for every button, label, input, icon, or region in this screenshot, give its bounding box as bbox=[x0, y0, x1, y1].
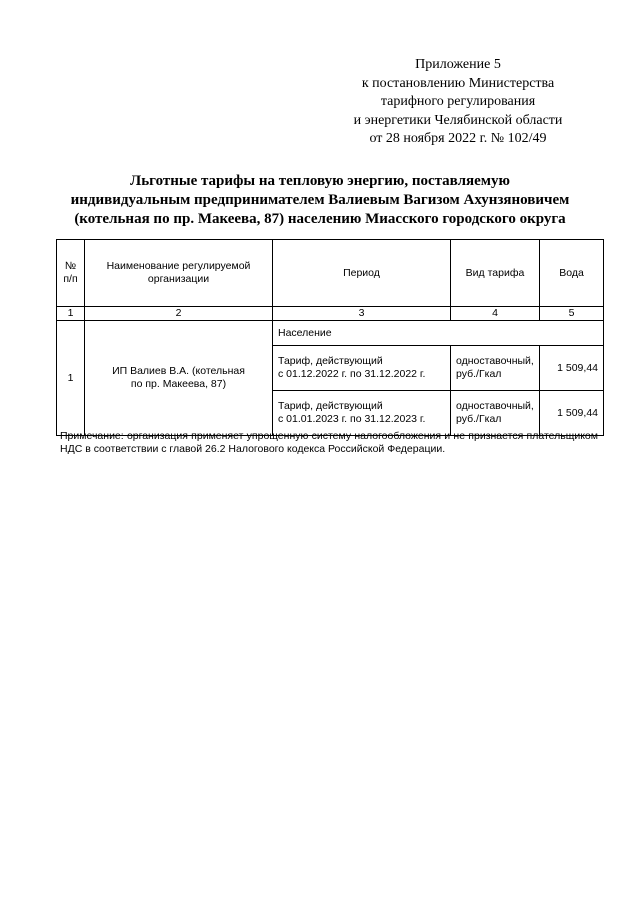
table-header-row bbox=[57, 240, 604, 307]
tariff-table bbox=[56, 239, 604, 436]
period-dates: с 01.12.2022 г. по 31.12.2022 г. bbox=[278, 368, 426, 380]
column-number-row bbox=[57, 307, 604, 321]
appendix-reference bbox=[338, 56, 578, 149]
column-number: 4 bbox=[451, 307, 540, 321]
header-org: Наименование регулируемой организации bbox=[85, 240, 273, 307]
header-water: Вода bbox=[540, 240, 604, 307]
row-org: ИП Валиев В.А. (котельная по пр. Макеева, 87) bbox=[85, 321, 273, 436]
column-number: 2 bbox=[85, 307, 273, 321]
tariff-type bbox=[451, 391, 540, 436]
row-segment: Население bbox=[273, 321, 604, 346]
type-kind: одноставочный, bbox=[456, 355, 534, 367]
document-title bbox=[40, 172, 600, 229]
footnote: Примечание: организация применяет упрощенную систему налогообложения и не признается плательщиком НДС в соответствии с главой 26.2 Налогового кодекса Российской Федерации. bbox=[60, 430, 598, 455]
title-line: индивидуальным предпринимателем Валиевым Вагизом Ахунзяновичем bbox=[70, 192, 570, 208]
column-number: 1 bbox=[57, 307, 85, 321]
header-tariff-type: Вид тарифа bbox=[451, 240, 540, 307]
header-num: № п/п bbox=[57, 240, 85, 307]
row-num: 1 bbox=[57, 321, 85, 436]
period-dates: с 01.01.2023 г. по 31.12.2023 г. bbox=[278, 413, 426, 425]
tariff-type bbox=[451, 346, 540, 391]
column-number: 5 bbox=[540, 307, 604, 321]
appendix-line: к постановлению Министерства bbox=[361, 75, 555, 91]
appendix-line: тарифного регулирования bbox=[380, 94, 536, 109]
header-period: Период bbox=[273, 240, 451, 307]
appendix-line: и энергетики Челябинской области bbox=[353, 112, 563, 128]
table-row bbox=[57, 321, 604, 346]
tariff-period bbox=[273, 346, 451, 391]
type-unit: руб./Гкал bbox=[456, 368, 502, 380]
appendix-line: Приложение 5 bbox=[415, 57, 501, 72]
type-kind: одноставочный, bbox=[456, 400, 534, 412]
period-label: Тариф, действующий bbox=[278, 400, 383, 412]
title-line: (котельная по пр. Макеева, 87) населению Миасского городского округа bbox=[74, 211, 566, 227]
title-line: Льготные тарифы на тепловую энергию, поставляемую bbox=[130, 173, 510, 189]
tariff-value: 1 509,44 bbox=[540, 346, 604, 391]
column-number: 3 bbox=[273, 307, 451, 321]
appendix-line: от 28 ноября 2022 г. № 102/49 bbox=[369, 131, 547, 146]
period-label: Тариф, действующий bbox=[278, 355, 383, 367]
tariff-period bbox=[273, 391, 451, 436]
type-unit: руб./Гкал bbox=[456, 413, 502, 425]
tariff-value: 1 509,44 bbox=[540, 391, 604, 436]
